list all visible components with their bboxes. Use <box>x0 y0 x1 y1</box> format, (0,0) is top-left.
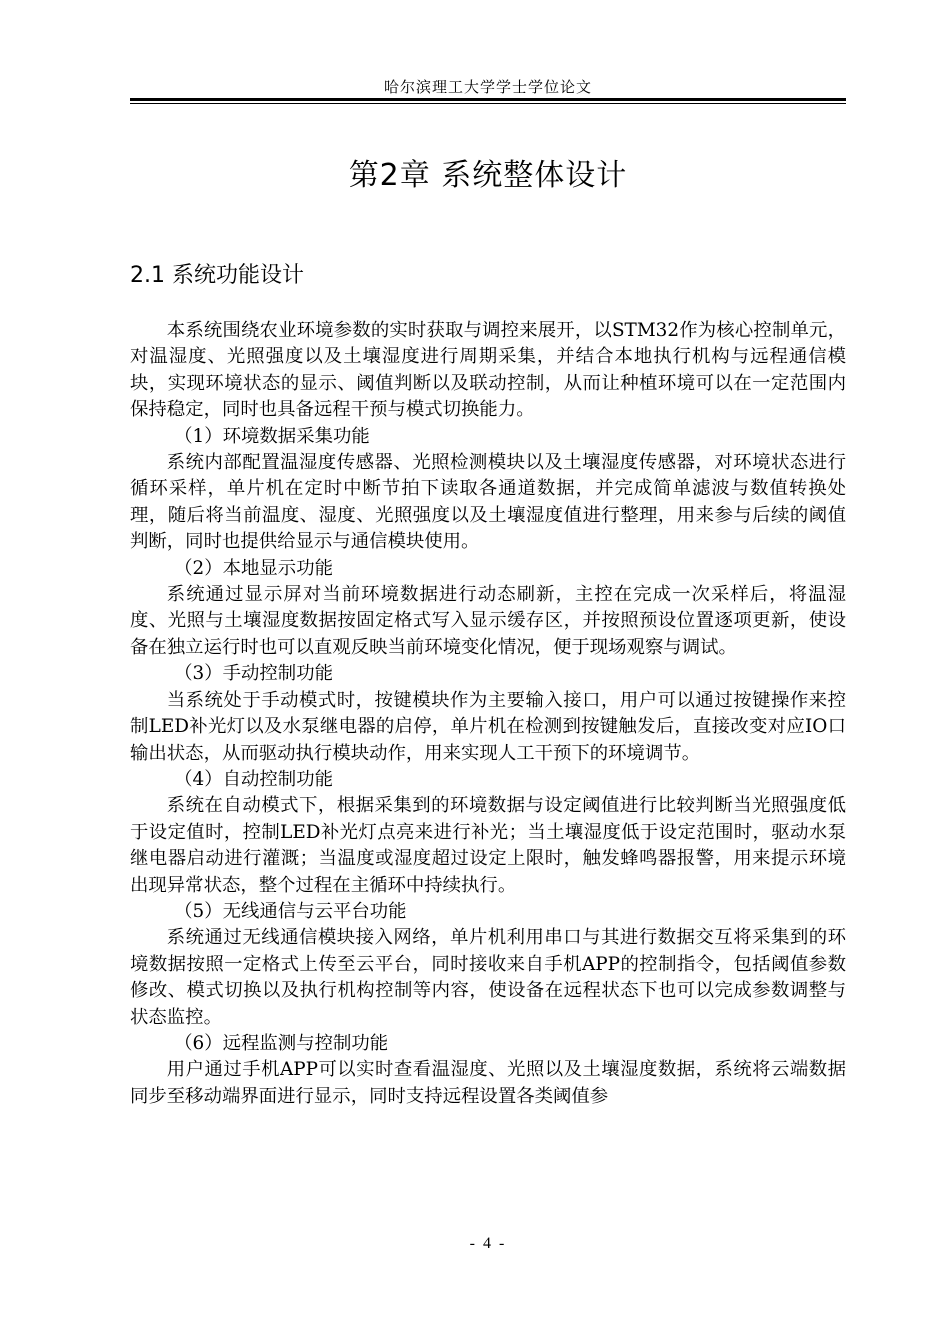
subheading: （3）手动控制功能 <box>174 663 333 685</box>
subheading: （1）环境数据采集功能 <box>174 425 370 447</box>
chapter-title: 第2章 系统整体设计 <box>348 158 628 193</box>
page-number: - 4 - <box>469 1235 507 1252</box>
header-rule-thin <box>130 103 846 104</box>
paragraph: 系统在自动模式下，根据采集到的环境数据与设定阈值进行比较判断当光照强度低于设定值时，控制LED补光灯点亮来进行补光；当土壤湿度低于设定范围时，驱动水泵继电器启动进行灌溉；当温度或湿度超过设定上限时，触发蜂鸣器报警，用来提示环境出现异常状态，整个过程在主循环中持续执行。 <box>130 795 846 896</box>
paragraph: 当系统处于手动模式时，按键模块作为主要输入接口，用户可以通过按键操作来控制LED补光灯以及水泵继电器的启停，单片机在检测到按键触发后，直接改变对应IO口输出状态，从而驱动执行模块动作，用来实现人工干预下的环境调节。 <box>130 689 846 764</box>
body-text <box>130 318 846 1110</box>
header-rule-thick <box>130 98 846 101</box>
paragraph: 系统内部配置温湿度传感器、光照检测模块以及土壤湿度传感器，对环境状态进行循环采样，单片机在定时中断节拍下读取各通道数据，并完成简单滤波与数值转换处理，随后将当前温度、湿度、光照强度以及土壤湿度值进行整理，用来参与后续的阈值判断，同时也提供给显示与通信模块使用。 <box>130 452 846 553</box>
subheading: （2）本地显示功能 <box>174 557 333 579</box>
paragraph: 系统通过无线通信模块接入网络，单片机利用串口与其进行数据交互将采集到的环境数据按照一定格式上传至云平台，同时接收来自手机APP的控制指令，包括阈值参数修改、模式切换以及执行机构控制等内容，使设备在远程状态下也可以完成参数调整与状态监控。 <box>130 927 846 1028</box>
section-title: 2.1 系统功能设计 <box>130 263 304 288</box>
paragraph: 用户通过手机APP可以实时查看温湿度、光照以及土壤湿度数据，系统将云端数据同步至移动端界面进行显示，同时支持远程设置各类阈值参 <box>130 1059 846 1107</box>
subheading: （4）自动控制功能 <box>174 768 333 790</box>
subheading: （5）无线通信与云平台功能 <box>174 900 407 922</box>
paragraph: 本系统围绕农业环境参数的实时获取与调控来展开，以STM32作为核心控制单元，对温湿度、光照强度以及土壤湿度进行周期采集，并结合本地执行机构与远程通信模块，实现环境状态的显示、阈值判断以及联动控制，从而让种植环境可以在一定范围内保持稳定，同时也具备远程干预与模式切换能力。 <box>130 320 846 421</box>
running-header: 哈尔滨理工大学学士学位论文 <box>383 78 592 96</box>
paragraph: 系统通过显示屏对当前环境数据进行动态刷新，主控在完成一次采样后，将温湿度、光照与土壤湿度数据按固定格式写入显示缓存区，并按照预设位置逐项更新，使设备在独立运行时也可以直观反映当前环境变化情况，便于现场观察与调试。 <box>130 584 846 658</box>
subheading: （6）远程监测与控制功能 <box>174 1032 389 1054</box>
